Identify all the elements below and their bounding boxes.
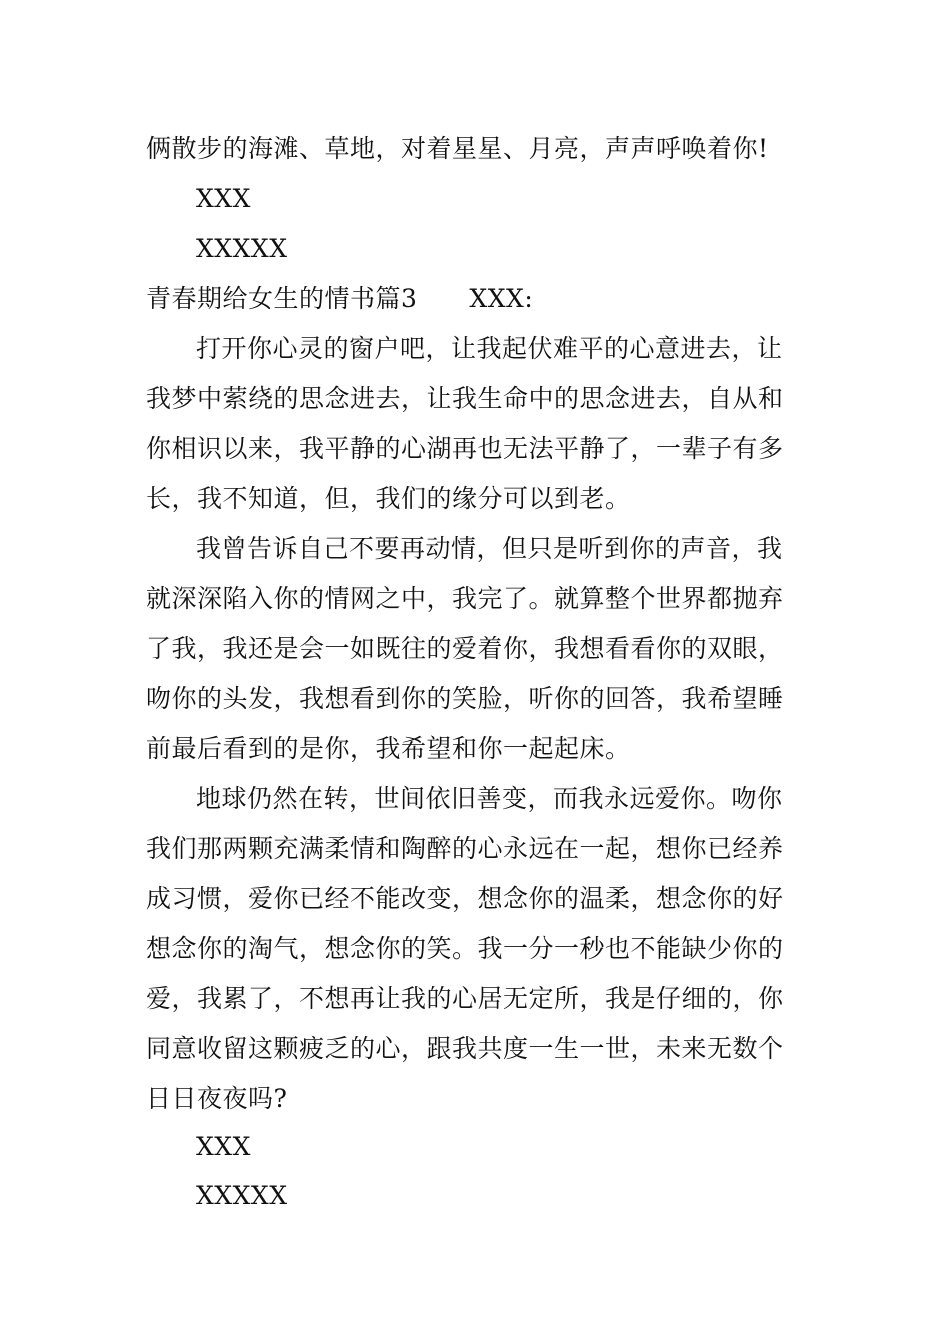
paragraph-3-line: 地球仍然在转，世间依旧善变，而我永远爱你。吻你 xyxy=(196,784,783,813)
paragraph-3-line: 日日夜夜吗? xyxy=(146,1084,288,1113)
signature-date: XXXXX xyxy=(196,234,288,263)
paragraph-2-line: 就深深陷入你的情网之中，我完了。就算整个世界都抛弃 xyxy=(146,584,784,613)
paragraph-1-line: 打开你心灵的窗户吧，让我起伏难平的心意进去，让 xyxy=(196,334,783,363)
signature-name: XXX xyxy=(196,1132,251,1161)
paragraph-2-line: 吻你的头发，我想看到你的笑脸，听你的回答，我希望睡 xyxy=(146,684,784,713)
paragraph-2-line: 了我，我还是会一如既往的爱着你，我想看看你的双眼， xyxy=(146,634,784,663)
paragraph-3-line: 同意收留这颗疲乏的心，跟我共度一生一世，未来无数个 xyxy=(146,1034,784,1063)
signature-date: XXXXX xyxy=(196,1181,288,1210)
section-heading: 青春期给女生的情书篇3 xyxy=(146,284,418,313)
section-heading-line xyxy=(146,284,533,314)
paragraph-3-line: 我们那两颗充满柔情和陶醉的心永远在一起，想你已经养 xyxy=(146,834,784,863)
paragraph-1-line: 你相识以来，我平静的心湖再也无法平静了，一辈子有多 xyxy=(146,434,784,463)
paragraph-2-line: 前最后看到的是你，我希望和你一起起床。 xyxy=(146,734,631,763)
paragraph-3-line: 成习惯，爱你已经不能改变，想念你的温柔，想念你的好 xyxy=(146,884,784,913)
paragraph-3-line: 想念你的淘气，想念你的笑。我一分一秒也不能缺少你的 xyxy=(146,934,784,963)
signature-name: XXX xyxy=(196,184,251,213)
paragraph-2-line: 我曾告诉自己不要再动情，但只是听到你的声音，我 xyxy=(196,534,783,563)
salutation: XXX: xyxy=(469,284,534,313)
intro-tail-line: 俩散步的海滩、草地，对着星星、月亮，声声呼唤着你! xyxy=(146,134,769,163)
paragraph-1-line: 我梦中萦绕的思念进去，让我生命中的思念进去，自从和 xyxy=(146,384,784,413)
paragraph-3-line: 爱，我累了，不想再让我的心居无定所，我是仔细的，你 xyxy=(146,984,784,1013)
paragraph-1-line: 长，我不知道，但，我们的缘分可以到老。 xyxy=(146,484,631,513)
